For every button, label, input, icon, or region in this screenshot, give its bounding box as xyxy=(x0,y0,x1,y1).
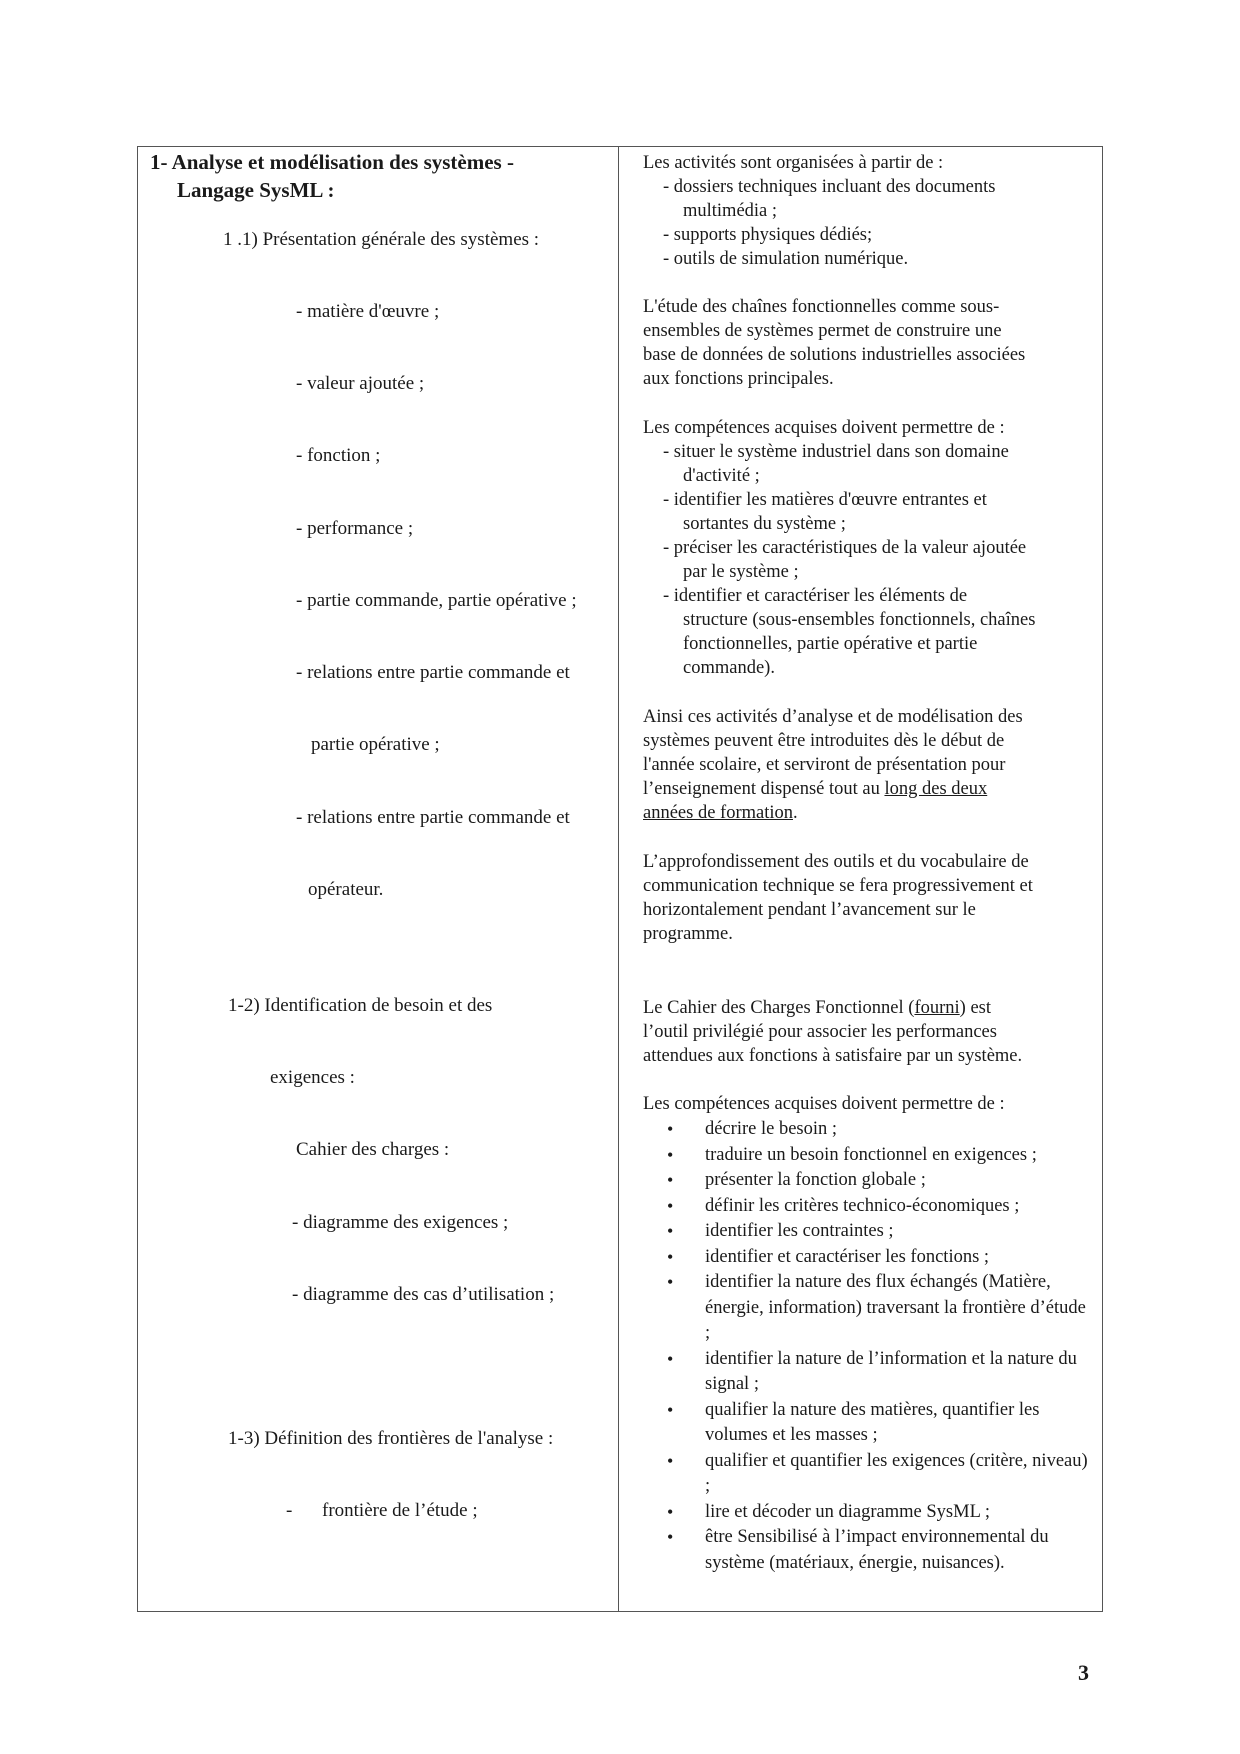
list-item: • identifier et caractériser les fonctions ; xyxy=(643,1245,1093,1271)
text-line: attendues aux fonctions à satisfaire par un système. xyxy=(643,1046,1023,1066)
list-item: • traduire un besoin fonctionnel en exigences ; xyxy=(643,1143,1093,1169)
subsection-heading-1-2-cont: exigences : xyxy=(270,1067,355,1088)
text-line: sortantes du système ; xyxy=(683,514,846,534)
topic-item-continuation: partie opérative ; xyxy=(311,734,440,755)
text-line xyxy=(643,996,1083,1020)
list-item: • lire et décoder un diagramme SysML ; xyxy=(643,1500,1093,1526)
text-line: ensembles de systèmes permet de construire une xyxy=(643,321,1002,341)
text-line: - préciser les caractéristiques de la valeur ajoutée xyxy=(663,538,1027,558)
underlined-text: long des deux xyxy=(884,779,988,799)
text-segment: . xyxy=(793,803,798,823)
topic-item: - fonction ; xyxy=(296,445,381,466)
underlined-text: années de formation xyxy=(643,803,793,823)
section-title-line1: 1- Analyse et modélisation des systèmes - xyxy=(150,150,514,174)
paragraph-cahier-des-charges xyxy=(643,996,1083,1068)
paragraph-approfondissement xyxy=(643,850,1083,946)
list-item: • présenter la fonction globale ; xyxy=(643,1168,1093,1194)
list-item: • qualifier et quantifier les exigences (critère, niveau) ; xyxy=(643,1449,1093,1500)
text-line: systèmes peuvent être introduites dès le début de xyxy=(643,731,1005,751)
page-number: 3 xyxy=(1078,1660,1089,1685)
topic-item: - diagramme des cas d’utilisation ; xyxy=(292,1284,555,1305)
paragraph-activities xyxy=(643,151,1083,271)
list-item: • identifier la nature de l’information et la nature du signal ; xyxy=(643,1347,1093,1398)
text-line: l’outil privilégié pour associer les performances xyxy=(643,1022,997,1042)
list-item: • identifier les contraintes ; xyxy=(643,1219,1093,1245)
text-line: L'étude des chaînes fonctionnelles comme sous- xyxy=(643,297,1000,317)
paragraph-chaines xyxy=(643,295,1083,391)
text-line: L’approfondissement des outils et du vocabulaire de xyxy=(643,852,1029,872)
list-item: • identifier la nature des flux échangés (Matière, énergie, information) traversant la frontière d’étude ; xyxy=(643,1270,1093,1347)
text-line: commande). xyxy=(683,658,775,678)
subsection-heading-1-2: 1-2) Identification de besoin et des xyxy=(228,995,493,1016)
topic-item: - matière d'œuvre ; xyxy=(296,301,440,322)
text-line: - identifier les matières d'œuvre entrantes et xyxy=(663,490,987,510)
topic-item: - valeur ajoutée ; xyxy=(296,373,425,394)
topic-item: - performance ; xyxy=(296,518,414,539)
topic-item: frontière de l’étude ; xyxy=(322,1500,478,1521)
text-segment: ) est xyxy=(959,998,992,1018)
dash-marker: - xyxy=(286,1500,293,1521)
text-line: fonctionnelles, partie opérative et partie xyxy=(683,634,978,654)
text-line: Les activités sont organisées à partir de : xyxy=(643,153,944,173)
text-line: multimédia ; xyxy=(683,201,778,221)
underlined-text: fourni xyxy=(914,998,960,1018)
paragraph-ainsi xyxy=(643,705,1083,825)
text-line: Les compétences acquises doivent permettre de : xyxy=(643,418,1005,438)
text-line: structure (sous-ensembles fonctionnels, chaînes xyxy=(683,610,1036,630)
text-line: - identifier et caractériser les éléments de xyxy=(663,586,968,606)
text-line xyxy=(643,801,1083,825)
topic-item: - partie commande, partie opérative ; xyxy=(296,590,577,611)
subsection-heading-1-1: 1 .1) Présentation générale des systèmes : xyxy=(223,229,540,250)
list-item: • qualifier la nature des matières, quantifier les volumes et les masses ; xyxy=(643,1398,1093,1449)
list-item: • définir les critères technico-économiques ; xyxy=(643,1194,1093,1220)
text-line: horizontalement pendant l’avancement sur le xyxy=(643,900,976,920)
text-line: - situer le système industriel dans son domaine xyxy=(663,442,1009,462)
topic-item: - relations entre partie commande et xyxy=(296,807,570,828)
list-item: • décrire le besoin ; xyxy=(643,1117,1093,1143)
subsection-heading-1-3: 1-3) Définition des frontières de l'analyse : xyxy=(228,1428,554,1449)
section-title-line2: Langage SysML : xyxy=(177,178,335,202)
text-line: aux fonctions principales. xyxy=(643,369,834,389)
text-line: communication technique se fera progressivement et xyxy=(643,876,1033,896)
competences-intro xyxy=(643,1092,1083,1116)
text-line: Ainsi ces activités d’analyse et de modélisation des xyxy=(643,707,1023,727)
text-line xyxy=(643,777,1083,801)
text-line: d'activité ; xyxy=(683,466,760,486)
topic-item: - relations entre partie commande et xyxy=(296,662,570,683)
column-divider xyxy=(618,146,619,1612)
list-item: • être Sensibilisé à l’impact environnemental du système (matériaux, énergie, nuisances). xyxy=(643,1525,1093,1576)
text-line: base de données de solutions industrielles associées xyxy=(643,345,1026,365)
competences-list xyxy=(643,1117,1093,1576)
text-segment: Le Cahier des Charges Fonctionnel ( xyxy=(643,998,915,1018)
text-line: par le système ; xyxy=(683,562,799,582)
paragraph-competences-1 xyxy=(643,416,1083,680)
text-line: l'année scolaire, et serviront de présentation pour xyxy=(643,755,1006,775)
topic-item-continuation: opérateur. xyxy=(308,879,384,900)
text-line: Les compétences acquises doivent permettre de : xyxy=(643,1094,1005,1114)
text-line: programme. xyxy=(643,924,733,944)
topic-item: Cahier des charges : xyxy=(296,1139,450,1160)
text-line: - supports physiques dédiés; xyxy=(663,225,873,245)
text-segment: l’enseignement dispensé tout au xyxy=(643,779,885,799)
text-line: - outils de simulation numérique. xyxy=(663,249,909,269)
topic-item: - diagramme des exigences ; xyxy=(292,1212,509,1233)
text-line: - dossiers techniques incluant des documents xyxy=(663,177,996,197)
